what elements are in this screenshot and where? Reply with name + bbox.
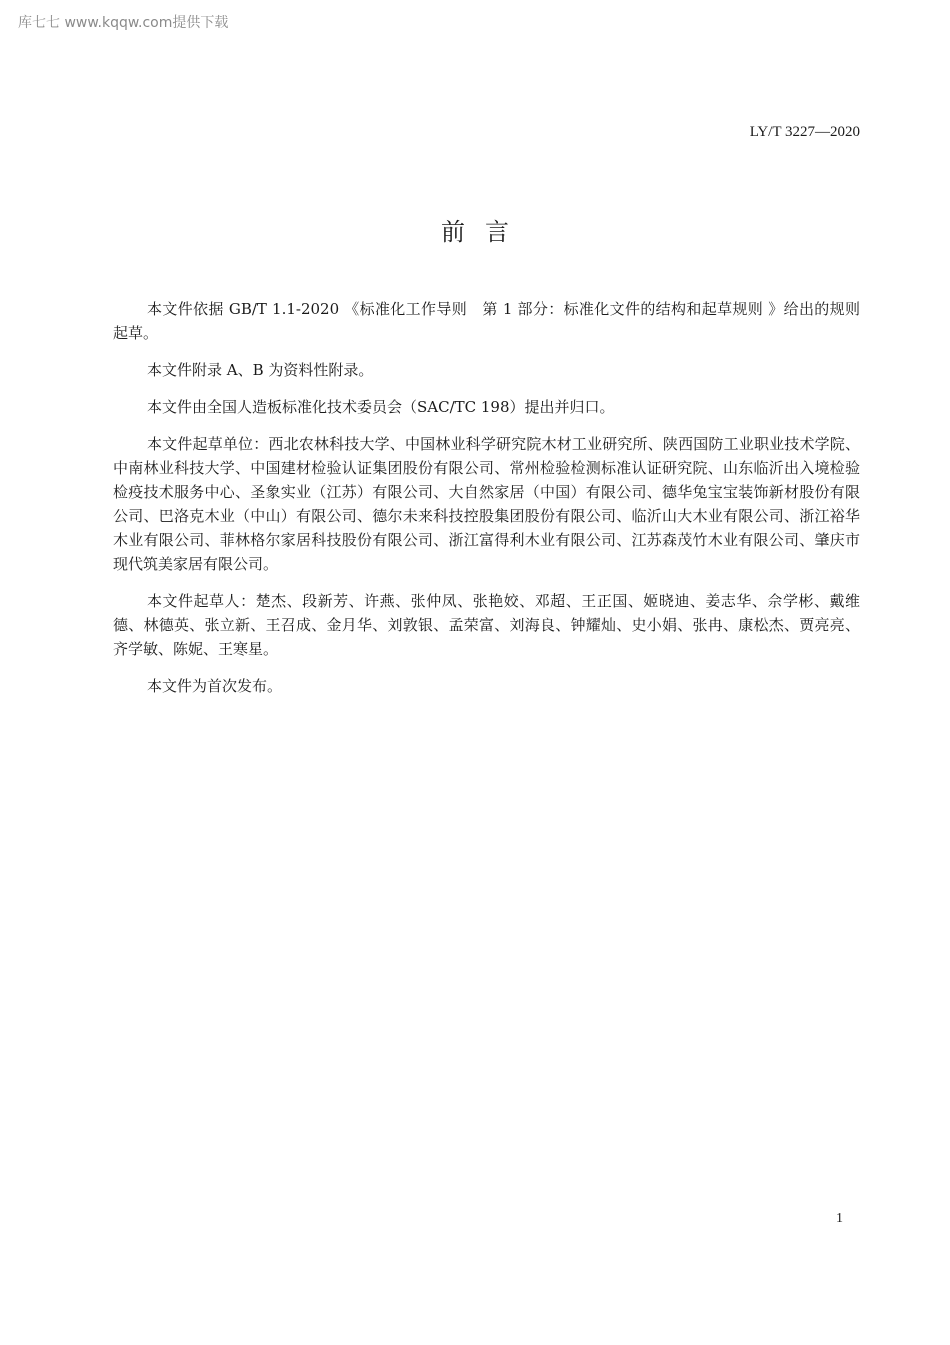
- paragraph-first-release: 本文件为首次发布。: [147, 677, 283, 695]
- paragraph-drafting-units: 本文件起草单位：西北农林科技大学、中国林业科学研究院木材工业研究所、陕西国防工业职业技术学院、中南林业科技大学、中国建材检验认证集团股份有限公司、常州检验检测标准认证研究院、山东临沂出入境检验检疫技术服务中心、圣象实业（江苏）有限公司、大自然家居（中国）有限公司、德华兔宝宝装饰新材股份有限公司、巴洛克木业（中山）有限公司、德尔未来科技控股集团股份有限公司、临沂山大木业有限公司、浙江裕华木业有限公司、菲林格尔家居科技股份有限公司、浙江富得利木业有限公司、江苏森茂竹木业有限公司、肇庆市现代筑美家居有限公司。: [113, 435, 860, 573]
- paragraph-drafters: 本文件起草人：楚杰、段新芳、许燕、张仲凤、张艳姣、邓超、王正国、姬晓迪、姜志华、佘学彬、戴维德、林德英、张立新、王召成、金月华、刘敦银、孟荣富、刘海良、钟耀灿、史小娟、张冉、康松杰、贾亮亮、齐学敏、陈妮、王寒星。: [113, 592, 860, 658]
- paragraph-committee: 本文件由全国人造板标准化技术委员会（SAC/TC 198）提出并归口。: [147, 398, 615, 416]
- page-title: 前言: [441, 218, 529, 246]
- paragraph-drafting-rules: 本文件依据 GB/T 1.1-2020 《标准化工作导则 第 1 部分：标准化文件的结构和起草规则 》给出的规则起草。: [113, 300, 860, 342]
- document-code: LY/T 3227—2020: [749, 124, 860, 140]
- page-number: 1: [836, 1211, 843, 1226]
- watermark-text: 库七七 www.kqqw.com提供下载: [18, 15, 229, 31]
- foreword-body: [113, 297, 860, 711]
- paragraph-appendix: 本文件附录 A、B 为资料性附录。: [147, 361, 374, 379]
